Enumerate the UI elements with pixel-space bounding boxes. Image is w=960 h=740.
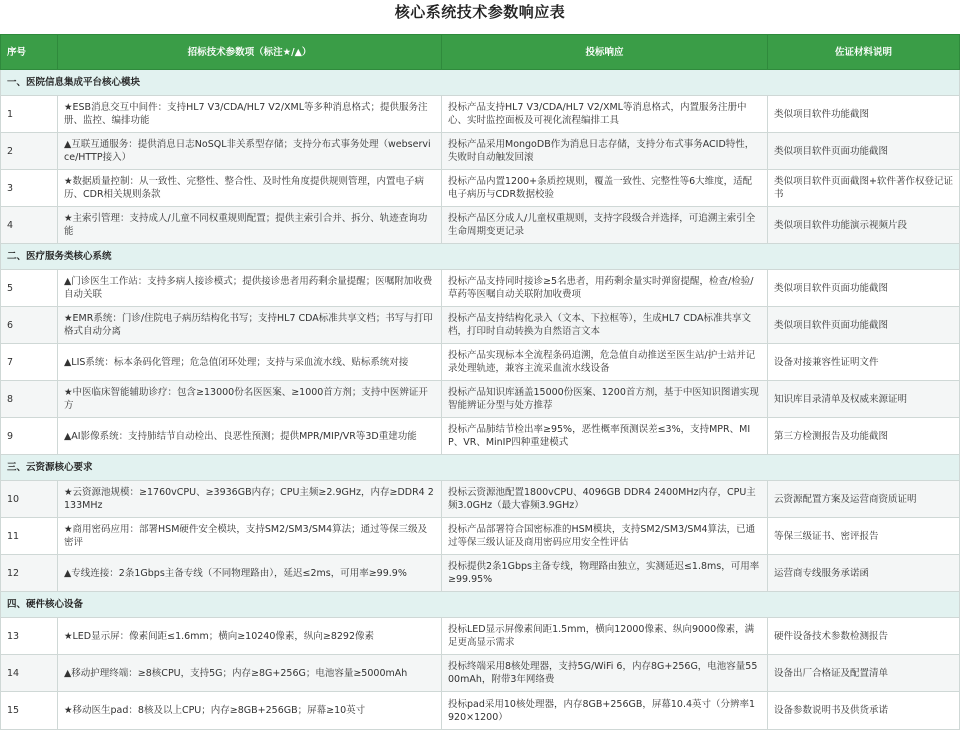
header-response: 投标响应 [442,35,768,70]
cell-proof: 类似项目软件功能演示视频片段 [768,207,960,244]
table-row [1,518,960,555]
table-row [1,381,960,418]
cell-requirement: ★云资源池规模：≥1760vCPU、≥3936GB内存；CPU主频≥2.9GHz，内存≥DDR4 2133MHz [58,481,442,518]
table-row [1,692,960,730]
cell-requirement: ★LED显示屏：像素间距≤1.6mm；横向≥10240像素，纵向≥8292像素 [58,618,442,655]
table-row [1,207,960,244]
cell-response: 投标产品采用MongoDB作为消息日志存储，支持分布式事务ACID特性，失败时自动触发回滚 [442,133,768,170]
cell-requirement: ★EMR系统：门诊/住院电子病历结构化书写；支持HL7 CDA标准共享文档；书写与打印格式自动分离 [58,307,442,344]
table-row [1,481,960,518]
cell-requirement: ▲互联互通服务：提供消息日志NoSQL非关系型存储；支持分布式事务处理（webservice/HTTP接入） [58,133,442,170]
header-requirement: 招标技术参数项（标注★/▲） [58,35,442,70]
cell-requirement: ★数据质量控制：从一致性、完整性、整合性、及时性角度提供规则管理，内置电子病历、CDR相关规则条款 [58,170,442,207]
cell-proof: 等保三级证书、密评报告 [768,518,960,555]
table-row [1,270,960,307]
cell-response: 投标产品肺结节检出率≥95%，恶性概率预测误差≤3%，支持MPR、MIP、VR、MinIP四种重建模式 [442,418,768,455]
cell-number: 12 [1,555,58,592]
cell-requirement: ★商用密码应用：部署HSM硬件安全模块，支持SM2/SM3/SM4算法；通过等保三级及密评 [58,518,442,555]
cell-number: 6 [1,307,58,344]
cell-number: 4 [1,207,58,244]
table-body [1,70,960,730]
cell-response: 投标云资源池配置1800vCPU、4096GB DDR4 2400MHz内存，CPU主频3.0GHz（最大睿频3.9GHz） [442,481,768,518]
cell-proof: 知识库目录清单及权威来源证明 [768,381,960,418]
cell-proof: 类似项目软件功能截图 [768,96,960,133]
table-row [1,170,960,207]
cell-response: 投标LED显示屏像素间距1.5mm，横向12000像素、纵向9000像素，满足更高显示需求 [442,618,768,655]
cell-proof: 运营商专线服务承诺函 [768,555,960,592]
section-title: 四、硬件核心设备 [1,592,960,618]
cell-requirement: ▲门诊医生工作站：支持多病人接诊模式；提供接诊患者用药剩余量提醒；医嘱附加收费自动关联 [58,270,442,307]
section-title: 一、医院信息集成平台核心模块 [1,70,960,96]
table-row [1,96,960,133]
cell-number: 13 [1,618,58,655]
cell-requirement: ★移动医生pad：8核及以上CPU；内存≥8GB+256GB；屏幕≥10英寸 [58,692,442,730]
header-no: 序号 [1,35,58,70]
cell-response: 投标产品支持HL7 V3/CDA/HL7 V2/XML等消息格式，内置服务注册中心、实时监控面板及可视化流程编排工具 [442,96,768,133]
section-row [1,455,960,481]
cell-requirement: ▲AI影像系统：支持肺结节自动检出、良恶性预测；提供MPR/MIP/VR等3D重建功能 [58,418,442,455]
cell-response: 投标产品内置1200+条质控规则，覆盖一致性、完整性等6大维度，适配电子病历与CDR数据校验 [442,170,768,207]
cell-proof: 设备参数说明书及供货承诺 [768,692,960,730]
cell-proof: 类似项目软件页面功能截图 [768,133,960,170]
page-title: 核心系统技术参数响应表 [394,3,566,21]
cell-response: 投标提供2条1Gbps主备专线，物理路由独立，实测延迟≤1.8ms，可用率≥99.95% [442,555,768,592]
cell-number: 15 [1,692,58,730]
tech-params-table [0,34,960,730]
cell-number: 3 [1,170,58,207]
table-row [1,418,960,455]
cell-number: 8 [1,381,58,418]
cell-response: 投标产品部署符合国密标准的HSM模块，支持SM2/SM3/SM4算法，已通过等保三级认证及商用密码应用安全性评估 [442,518,768,555]
cell-number: 1 [1,96,58,133]
cell-requirement: ★主索引管理：支持成人/儿童不同权重规则配置；提供主索引合并、拆分、轨迹查询功能 [58,207,442,244]
table-row [1,655,960,692]
cell-response: 投标产品区分成人/儿童权重规则，支持字段级合并选择，可追溯主索引全生命周期变更记录 [442,207,768,244]
section-row [1,244,960,270]
cell-proof: 设备出厂合格证及配置清单 [768,655,960,692]
table-row [1,618,960,655]
section-title: 二、医疗服务类核心系统 [1,244,960,270]
section-title: 三、云资源核心要求 [1,455,960,481]
cell-requirement: ★ESB消息交互中间件：支持HL7 V3/CDA/HL7 V2/XML等多种消息格式；提供服务注册、监控、编排功能 [58,96,442,133]
cell-requirement: ★中医临床智能辅助诊疗：包含≥13000份名医医案、≥1000首方剂；支持中医辨证开方 [58,381,442,418]
cell-response: 投标终端采用8核处理器，支持5G/WiFi 6，内存8G+256G，电池容量5500mAh，附带3年网络费 [442,655,768,692]
cell-proof: 硬件设备技术参数检测报告 [768,618,960,655]
table-row [1,344,960,381]
cell-number: 11 [1,518,58,555]
table-row [1,555,960,592]
cell-proof: 云资源配置方案及运营商资质证明 [768,481,960,518]
cell-number: 14 [1,655,58,692]
cell-requirement: ▲专线连接：2条1Gbps主备专线（不同物理路由），延迟≤2ms，可用率≥99.9% [58,555,442,592]
cell-response: 投标产品实现标本全流程条码追溯，危急值自动推送至医生站/护士站并记录处理轨迹，兼容主流采血流水线设备 [442,344,768,381]
cell-proof: 类似项目软件页面功能截图 [768,307,960,344]
cell-proof: 类似项目软件页面截图+软件著作权登记证书 [768,170,960,207]
cell-response: 投标产品支持同时接诊≥5名患者，用药剩余量实时弹窗提醒，检查/检验/草药等医嘱自动关联附加收费项 [442,270,768,307]
cell-requirement: ▲移动护理终端：≥8核CPU，支持5G；内存≥8G+256G；电池容量≥5000mAh [58,655,442,692]
cell-number: 10 [1,481,58,518]
cell-proof: 第三方检测报告及功能截图 [768,418,960,455]
table-header [1,35,960,70]
cell-number: 7 [1,344,58,381]
section-row [1,592,960,618]
table-row [1,133,960,170]
table-row [1,307,960,344]
cell-response: 投标pad采用10核处理器，内存8GB+256GB，屏幕10.4英寸（分辨率1920×1200） [442,692,768,730]
section-row [1,70,960,96]
cell-number: 2 [1,133,58,170]
header-proof: 佐证材料说明 [768,35,960,70]
cell-response: 投标产品知识库涵盖15000份医案、1200首方剂，基于中医知识图谱实现智能辨证分型与处方推荐 [442,381,768,418]
cell-number: 5 [1,270,58,307]
cell-proof: 类似项目软件页面功能截图 [768,270,960,307]
cell-proof: 设备对接兼容性证明文件 [768,344,960,381]
cell-requirement: ▲LIS系统：标本条码化管理；危急值闭环处理；支持与采血流水线、贴标系统对接 [58,344,442,381]
cell-response: 投标产品支持结构化录入（文本、下拉框等），生成HL7 CDA标准共享文档，打印时自动转换为自然语言文本 [442,307,768,344]
cell-number: 9 [1,418,58,455]
